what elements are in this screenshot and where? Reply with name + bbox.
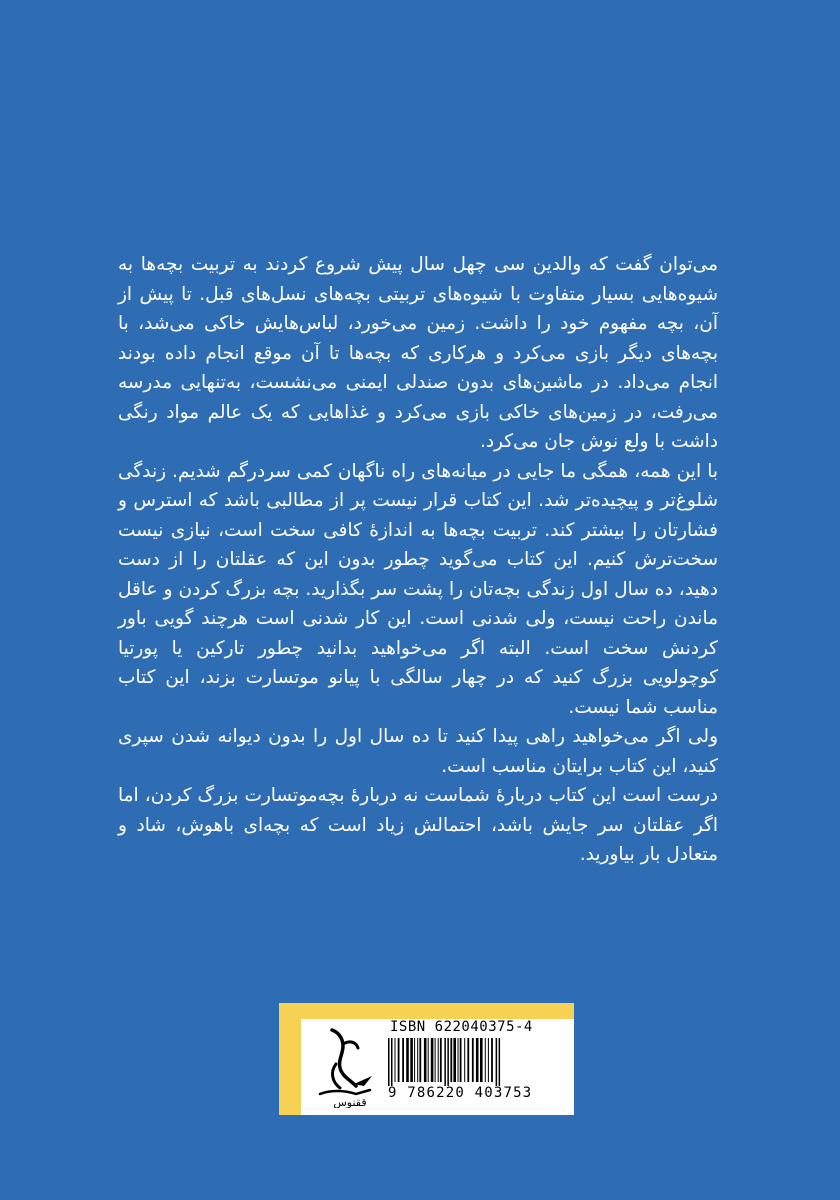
barcode-bar <box>438 1038 439 1082</box>
barcode-bar <box>464 1038 465 1082</box>
barcode-bar <box>491 1038 493 1082</box>
barcode-bar <box>476 1038 479 1082</box>
barcode-bar <box>428 1038 429 1082</box>
barcode-bar <box>398 1038 400 1082</box>
barcode-bar <box>431 1038 434 1082</box>
barcode-bar <box>496 1038 498 1086</box>
barcode-bar <box>467 1038 469 1082</box>
barcode-bar <box>450 1038 452 1082</box>
barcode-bar <box>488 1038 489 1082</box>
barcode-bar <box>435 1038 436 1082</box>
barcode-bar <box>410 1038 413 1082</box>
barcode-bar <box>480 1038 483 1082</box>
barcode-bar <box>417 1038 418 1082</box>
blurb-paragraph-4: درست است این کتاب دربارهٔ شماست نه دربارهٔ بچه‌موتسارت بزرگ کردن، اما اگر عقلتان سر جایش باشد، احتمالش زیاد است که بچه‌ای باهوش، شاد و متعادل بار بیاورید. <box>118 785 718 865</box>
barcode-yellow-stripe-top <box>279 1003 574 1019</box>
isbn-label: ISBN 622040375-4 <box>390 1019 533 1035</box>
barcode-yellow-stripe-side <box>279 1003 301 1115</box>
barcode-bars <box>388 1038 558 1086</box>
barcode-bar <box>453 1038 456 1082</box>
publisher-logo-icon <box>310 1024 384 1108</box>
blurb-paragraph-1: می‌توان گفت که والدین سی چهل سال پیش شروع کردند به تربیت بچه‌ها به شیوه‌هایی بسیار متفاوت با شیوه‌های تربیتی بچه‌های نسل‌های قبل. تا پیش از آن، بچه مفهوم خود را داشت. زمین می‌خورد، لباس‌هایش خاکی می‌شد، با بچه‌های دیگر بازی می‌کرد و هرکاری که بچه‌ها تا آن موقع انجام داده بودند انجام می‌داد. در ماشین‌های بدون صندلی ایمنی می‌نشست، به‌تنهایی مدرسه می‌رفت، در زمین‌های خاکی بازی می‌کرد و غذاهایی که یک عالم مواد رنگی داشت با ولع نوش جان می‌کرد. <box>118 254 718 452</box>
barcode-bar <box>391 1038 393 1086</box>
blurb-paragraph-3: ولی اگر می‌خواهید راهی پیدا کنید تا ده سال اول را بدون دیوانه شدن سپری کنید، این کتاب برایتان مناسب است. <box>118 726 718 777</box>
barcode-bar <box>402 1038 404 1082</box>
barcode-bar <box>485 1038 486 1082</box>
blurb-paragraph-2: با این همه، همگی ما جایی در میانه‌های راه ناگهان کمی سردرگم شدیم. زندگی شلوغ‌تر و پیچیده‌تر شد. این کتاب قرار نیست پر از مطالبی باشد که استرس و فشارتان را بیشتر کند. تربیت بچه‌ها به اندازهٔ کافی سخت است، نیازی نیست سخت‌ترش کنیم. این کتاب می‌گوید چطور بدون این که عقلتان را از دست دهید، ده سال اول زندگی بچه‌تان را پشت سر بگذارید. بچه بزرگ کردن و عاقل ماندن راحت نیست، ولی شدنی است. این کار شدنی است هرچند گویی باور کردنش سخت است. البته اگر می‌خواهید بدانید چطور تارکین یا پورتیا کوچولویی بزرگ کنید که در چهار سالگی با پیانو موتسارت بزند، این کتاب مناسب شما نیست. <box>118 460 718 718</box>
barcode-bar <box>460 1038 462 1082</box>
barcode-bar <box>414 1038 415 1082</box>
blurb-text <box>118 250 718 870</box>
barcode-bar <box>395 1038 396 1082</box>
barcode-bar <box>424 1038 427 1082</box>
barcode-bar <box>440 1038 442 1082</box>
barcode-bar <box>444 1038 446 1086</box>
barcode-bar <box>419 1038 421 1082</box>
publisher-wordmark: ققنوس <box>333 1096 367 1108</box>
barcode-bar <box>406 1038 409 1082</box>
barcode-bar <box>388 1038 390 1086</box>
barcode-bar <box>499 1038 501 1086</box>
barcode-digits: 9 786220 403753 <box>388 1085 533 1101</box>
barcode-bar <box>447 1038 449 1086</box>
barcode-bar <box>472 1038 474 1082</box>
barcode-bar <box>458 1038 459 1082</box>
